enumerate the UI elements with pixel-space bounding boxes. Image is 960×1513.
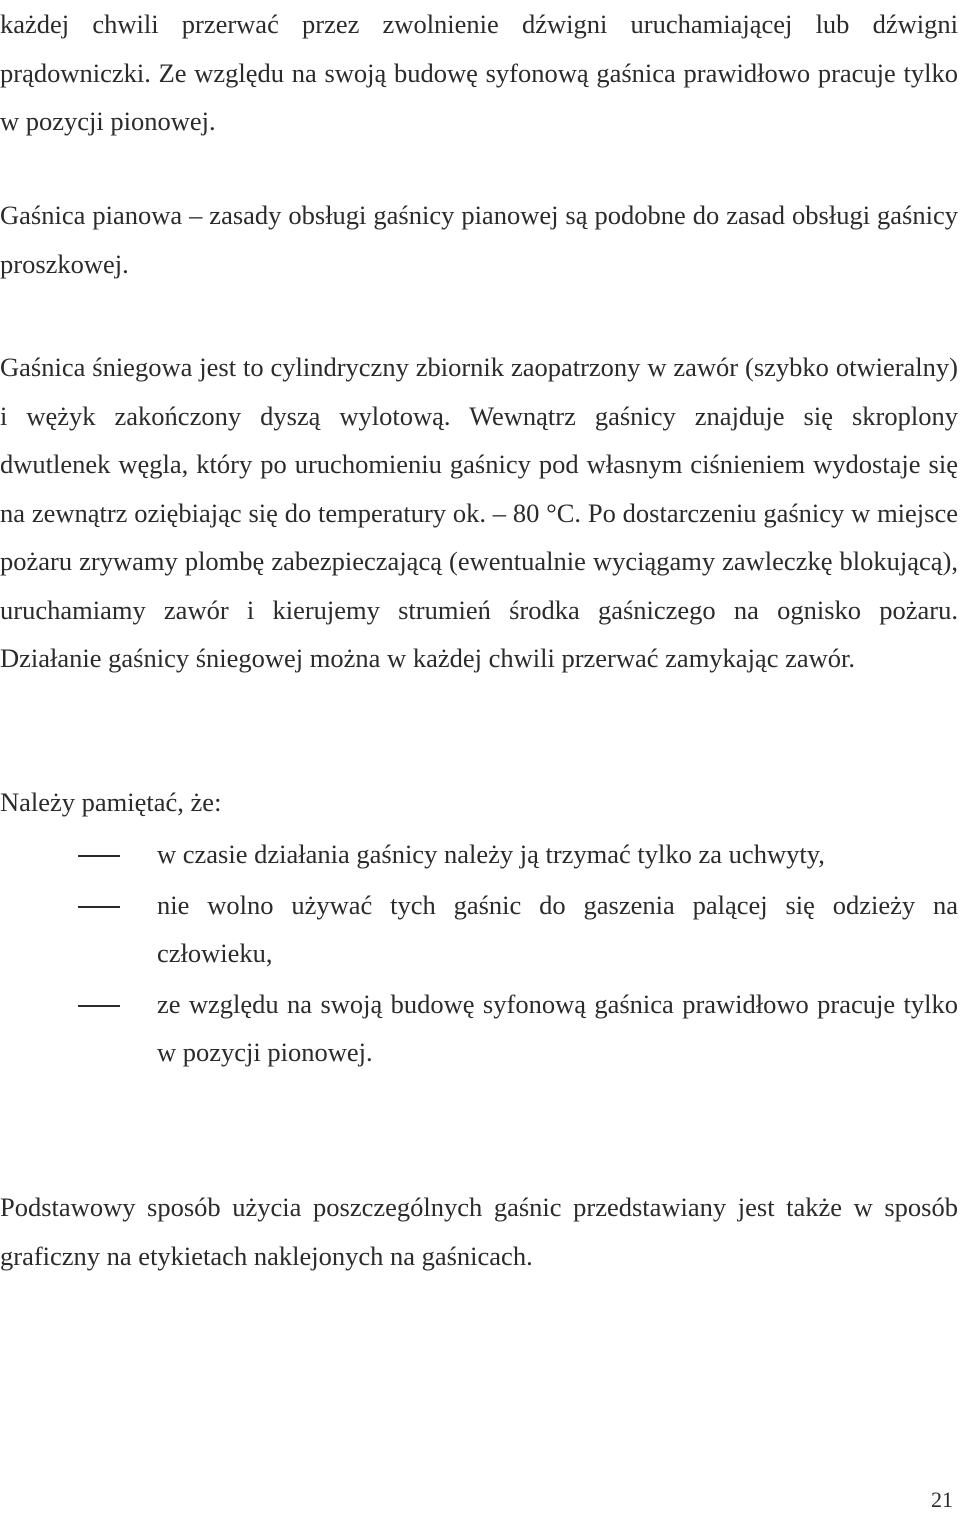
list-item [0, 830, 958, 879]
list-item [0, 980, 958, 1077]
list-item-text: w czasie działania gaśnicy należy ją trzymać tylko za uchwyty, [157, 839, 825, 869]
list-item [0, 881, 958, 978]
paragraph-basic-usage: Podstawowy sposób użycia poszczególnych gaśnic przedstawiany jest także w sposób graficzny na etykietach naklejonych na gaśnicach. [0, 1192, 958, 1271]
remember-list [0, 830, 958, 1079]
list-item-text: nie wolno używać tych gaśnic do gaszenia palącej się odzieży na człowieku, [157, 889, 958, 968]
dash-bullet-icon [78, 855, 120, 857]
paragraph-foam-extinguisher: Gaśnica pianowa – zasady obsługi gaśnicy pianowej są podobne do zasad obsługi gaśnicy proszkowej. [0, 200, 958, 279]
dash-bullet-icon [78, 906, 120, 908]
paragraph-remember-note: Należy pamiętać, że: [0, 787, 222, 817]
list-item-text: ze względu na swoją budowę syfonową gaśnica prawidłowo pracuje tylko w pozycji pionowej. [157, 988, 958, 1067]
dash-bullet-icon [78, 1005, 120, 1007]
paragraph-snow-extinguisher: Gaśnica śniegowa jest to cylindryczny zbiornik zaopatrzony w zawór (szybko otwieralny) i wężyk zakończony dyszą wylotową. Wewnątrz gaśnicy znajduje się skroplony dwutlenek węgla, który po uruchomieniu gaśnicy pod własnym ciśnieniem wydostaje się na zewnątrz oziębiając się do temperatury ok. – 80 °C. Po dostarczeniu gaśnicy w miejsce pożaru zrywamy plombę zabezpieczającą (ewentualnie wyciągamy zawleczkę blokującą), uruchamiamy zawór i kierujemy strumień środka gaśniczego na ognisko pożaru. Działanie gaśnicy śniegowej można w każdej chwili przerwać zamykając zawór. [0, 352, 958, 673]
paragraph-continuation: każdej chwili przerwać przez zwolnienie dźwigni uruchamiającej lub dźwigni prądowniczki. Ze względu na swoją budowę syfonową gaśnica prawidłowo pracuje tylko w pozycji pionowej. [0, 9, 958, 136]
page-number: 21 [931, 1487, 953, 1512]
